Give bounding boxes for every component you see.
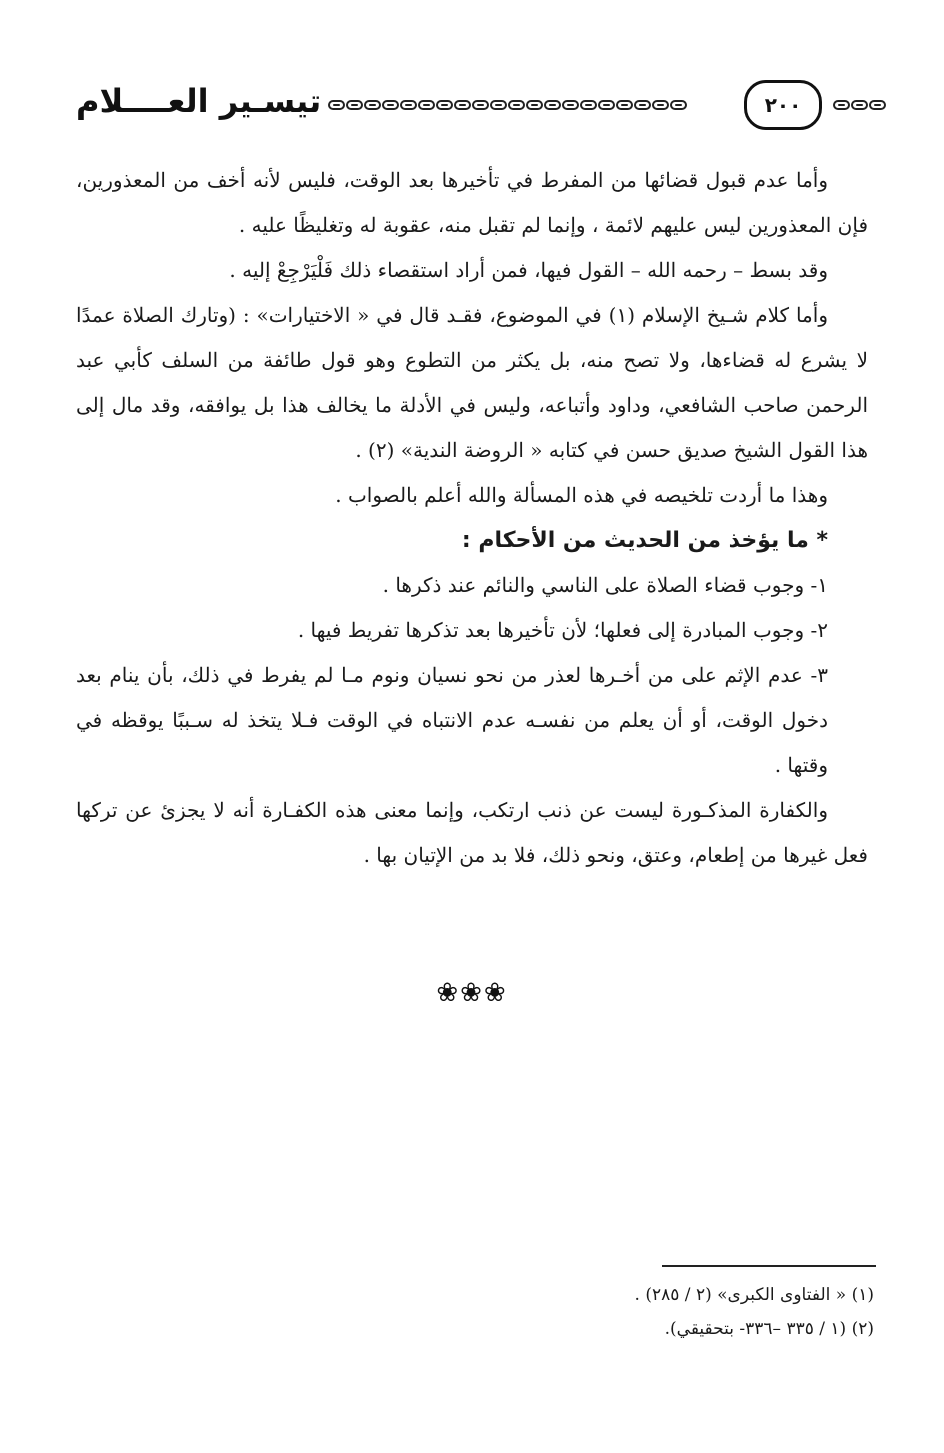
paragraph-4: وهذا ما أردت تلخيصه في هذه المسألة والله أعلم بالصواب . [335,483,828,507]
ornament-divider: ❀❀❀ [436,978,508,1008]
paragraph-2: وقد بسط – رحمه الله – القول فيها، فمن أراد استقصاء ذلك فَلْيَرْجِعْ إليه . [229,258,828,282]
book-title: تيسـير العــــلام [76,82,322,120]
page-number: ٢٠٠ [764,93,802,117]
decorative-chain-right [833,100,886,110]
paragraph-5: والكفارة المذكـورة ليست عن ذنب ارتكب، وإنما معنى هذه الكفـارة أنه لا يجزئ عن تركها فعل غيرها من إطعام، وعتق، ونحو ذلك، فلا بد من الإتيان بها . [76,798,868,867]
paragraph-3: وأما كلام شـيخ الإسلام (١) في الموضوع، فقـد قال في « الاختيارات» : (وتارك الصلاة عمدًا لا يشرع له قضاءها، ولا تصح منه، بل يكثر من التطوع وهو قول طائفة من السلف كأبي عبد الرحمن صاحب الشافعي، وداود وأتباعه، وليس في الأدلة ما يخالف هذا بل يوافقه، وقد مال إلى هذا القول الشيخ صديق حسن في كتابه « الروضة الندية» (٢) . [76,303,869,462]
list-item-3: ٣- عدم الإثم على من أخـرها لعذر من نحو نسيان ونوم مـا لم يفرط في ذلك، بأن ينام بعد دخول الوقت، أو أن يعلم من نفسـه عدم الانتباه في الوقت فـلا يتخذ له سـببًا يوقظه في وقتها . [76,663,828,777]
list-item-1: ١- وجوب قضاء الصلاة على الناسي والنائم عند ذكرها . [382,573,828,597]
page-number-badge [744,80,822,130]
page-header [76,80,886,140]
list-item-2: ٢- وجوب المبادرة إلى فعلها؛ لأن تأخيرها بعد تذكرها تفريط فيها . [297,618,828,642]
main-text [76,158,868,878]
footnote-2: (٢) (١ / ٣٣٥ –٣٣٦- بتحقيقي). [664,1319,874,1339]
footnote-1: (١) « الفتاوى الكبرى» (٢ / ٢٨٥) . [634,1285,874,1305]
footnote-separator [662,1265,876,1267]
footnotes [500,1278,874,1346]
section-heading: * ما يؤخذ من الحديث من الأحكام : [461,528,828,553]
paragraph-1: وأما عدم قبول قضائها من المفرط في تأخيرها بعد الوقت، فليس لأنه أخف من المعذورين، فإن المعذورين ليس عليهم لائمة ، وإنما لم تقبل منه، عقوبة له وتغليظًا عليه . [76,168,868,237]
decorative-chain-left [328,100,687,110]
